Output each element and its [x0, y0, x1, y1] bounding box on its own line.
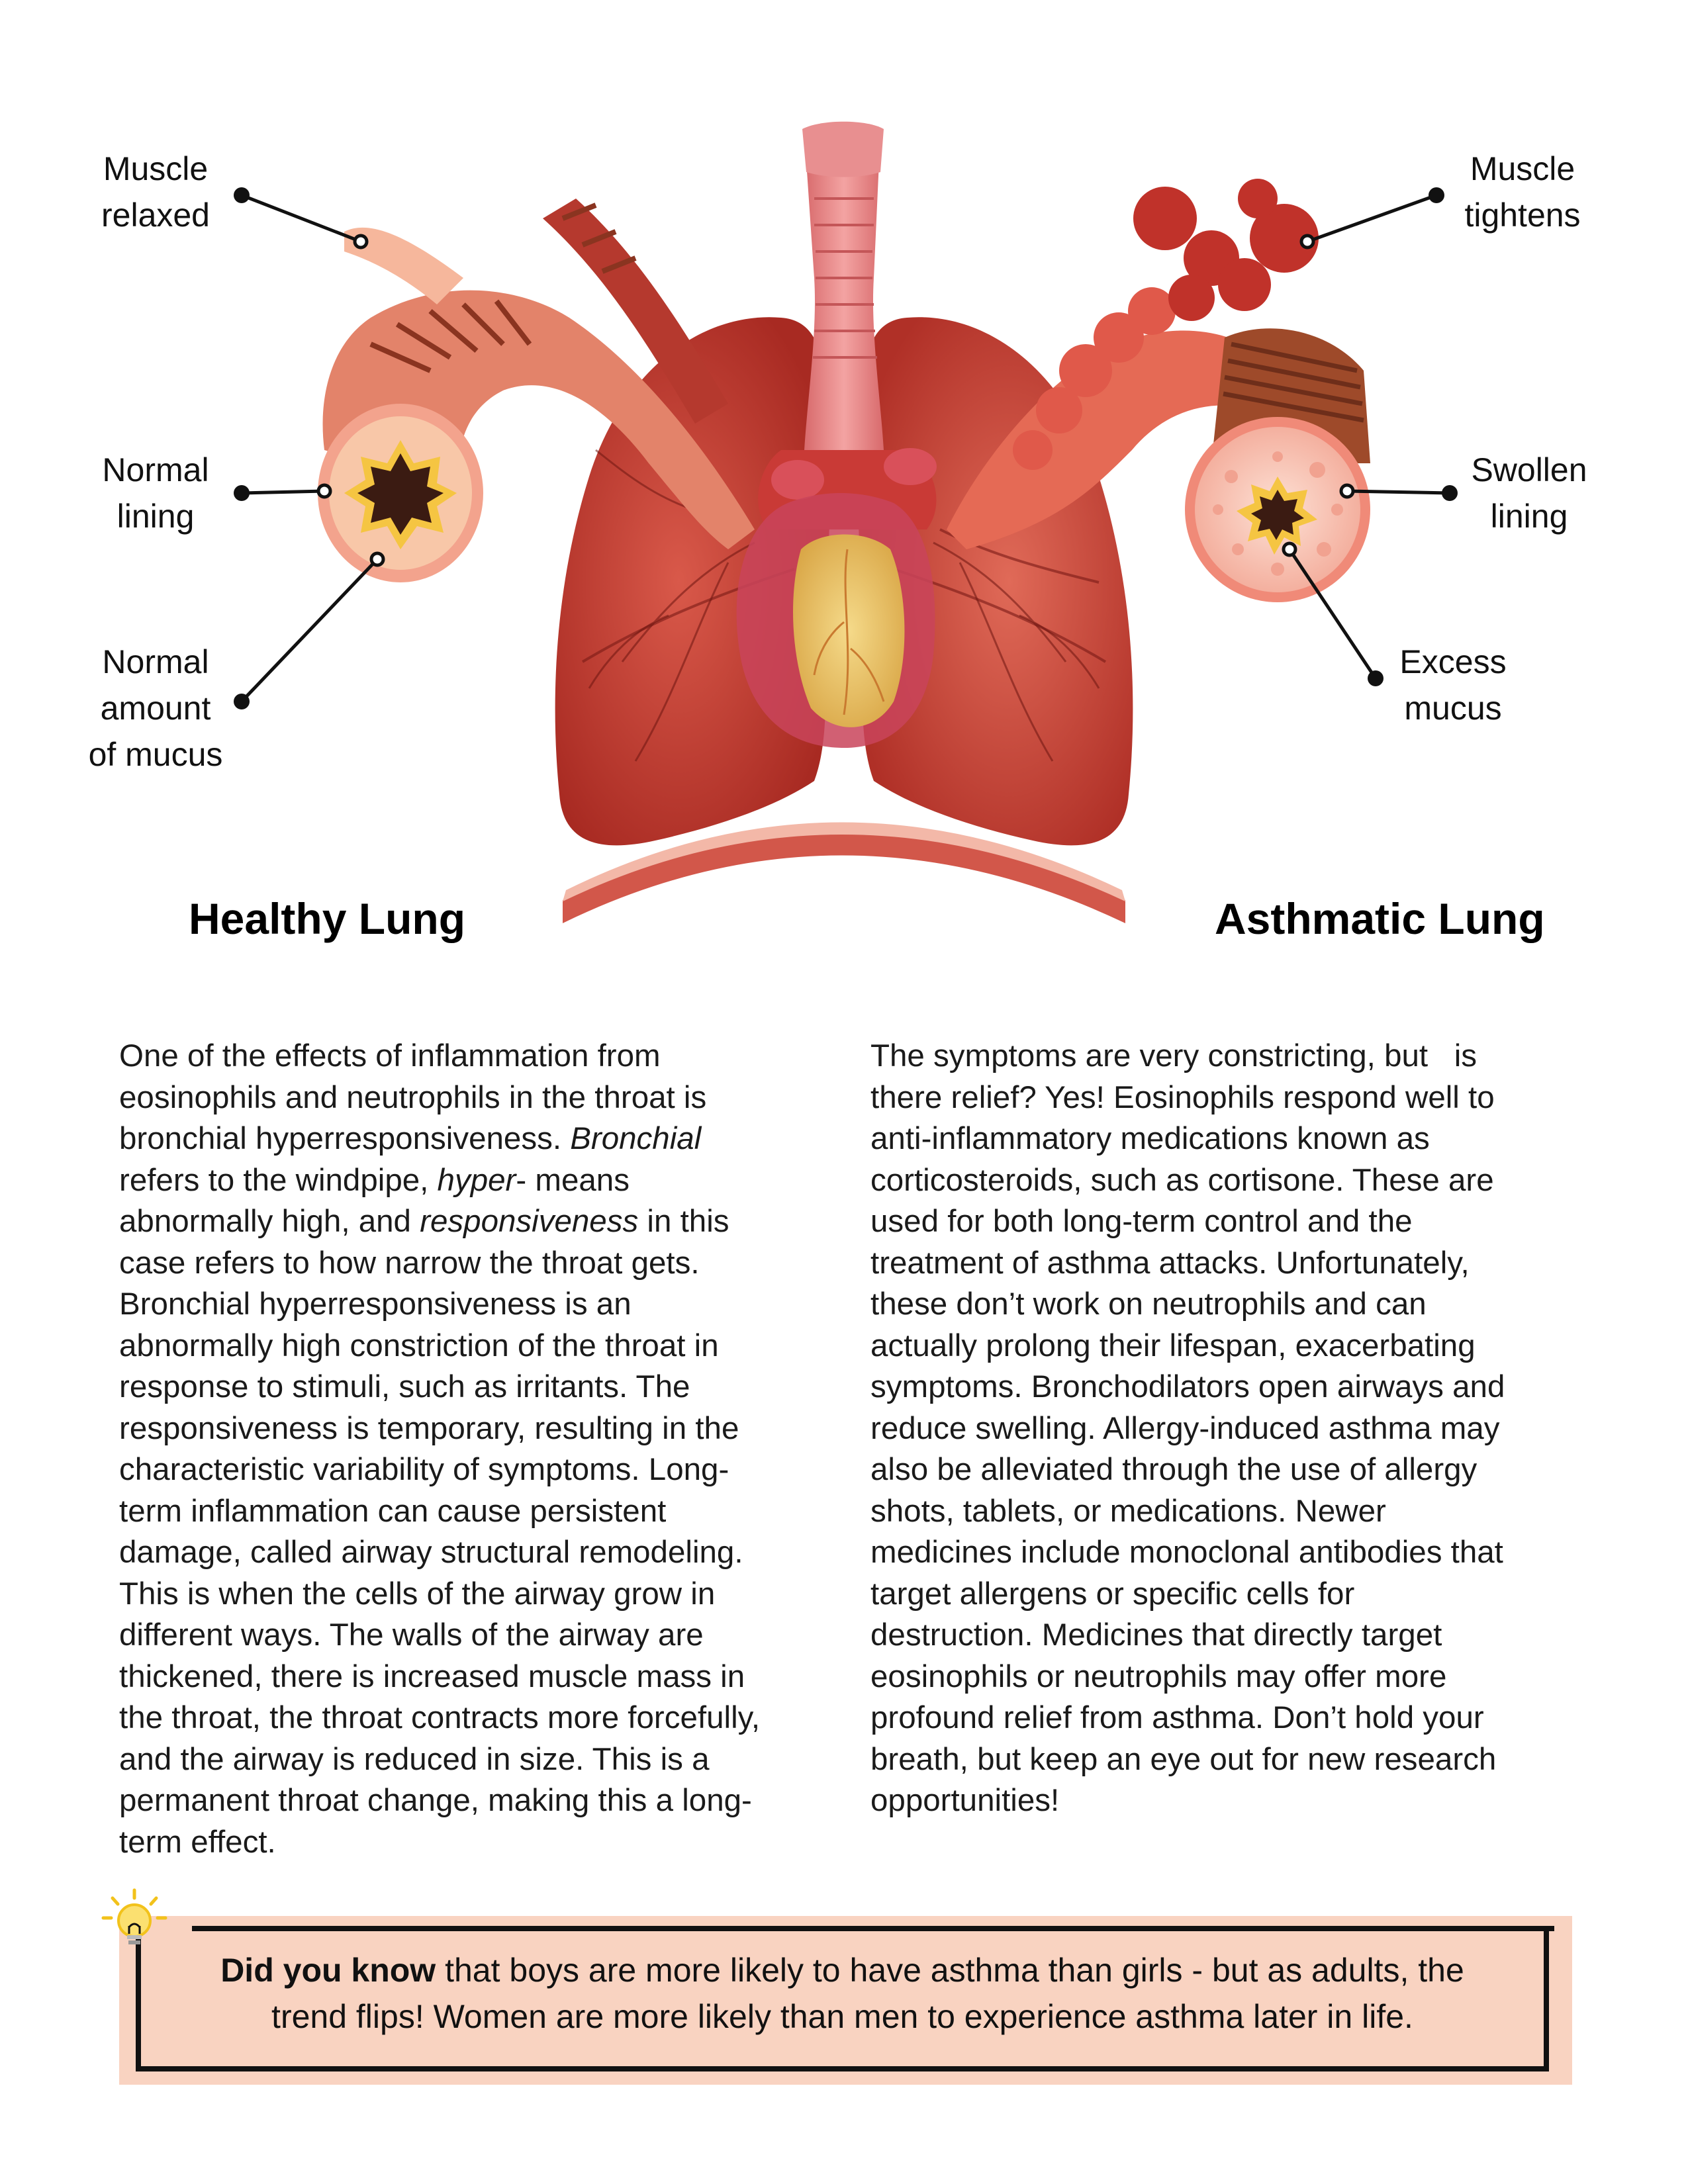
text-line: profound relief from asthma. Don’t hold your — [870, 1700, 1484, 1735]
label-normal-mucus: Normal amount of mucus — [88, 643, 223, 773]
healthy-lung-title: Healthy Lung — [189, 894, 466, 943]
text-line: also be alleviated through the use of allergy — [870, 1452, 1477, 1487]
text-line: permanent throat change, making this a long- — [119, 1783, 752, 1818]
trachea — [802, 122, 884, 450]
text-line: the throat, the throat contracts more forcefully, — [119, 1700, 761, 1735]
text-line: This is when the cells of the airway grow in — [119, 1576, 716, 1612]
lightbulb-icon — [98, 1886, 171, 1959]
text-line: refers to the windpipe, hyper- means — [119, 1162, 630, 1198]
text-line: case refers to how narrow the throat gets. — [119, 1245, 700, 1281]
text-line: Bronchial hyperresponsiveness is an — [119, 1287, 632, 1322]
label-excess-mucus: Excess mucus — [1399, 643, 1507, 727]
text-line: shots, tablets, or medications. Newer — [870, 1493, 1386, 1529]
text-line: abnormally high, and responsiveness in this — [119, 1204, 729, 1239]
text-line: damage, called airway structural remodeling. — [119, 1535, 743, 1570]
text-line: eosinophils or neutrophils may offer more — [870, 1659, 1447, 1694]
text-line: and the airway is reduced in size. This is a — [119, 1741, 710, 1777]
label-muscle-relaxed: Muscle relaxed — [101, 150, 210, 234]
text-line: target allergens or specific cells for — [870, 1576, 1355, 1612]
fact-text: Did you know that boys are more likely to have asthma than girls - but as adults, the trend flips! Women are more likely than men to experience asthma later in life. — [220, 1952, 1464, 2035]
text-line: The symptoms are very constricting, but is — [870, 1038, 1477, 1073]
text-line: corticosteroids, such as cortisone. These are — [870, 1162, 1494, 1198]
text-line: actually prolong their lifespan, exacerbating — [870, 1328, 1476, 1363]
fact-box-top-border — [192, 1926, 1554, 1931]
asthmatic-lung-title: Asthmatic Lung — [1215, 894, 1545, 943]
text-line: response to stimuli, such as irritants. The — [119, 1369, 690, 1404]
text-line: opportunities! — [870, 1783, 1060, 1818]
text-line: anti-inflammatory medications known as — [870, 1121, 1430, 1156]
text-line: medicines include monoclonal antibodies that — [870, 1535, 1503, 1570]
text-line: eosinophils and neutrophils in the throat is — [119, 1079, 707, 1115]
text-line: responsiveness is temporary, resulting in the — [119, 1410, 739, 1446]
text-line: these don’t work on neutrophils and can — [870, 1287, 1427, 1322]
text-line: term effect. — [119, 1824, 276, 1860]
text-line: treatment of asthma attacks. Unfortunately, — [870, 1245, 1470, 1281]
text-line: used for both long-term control and the — [870, 1204, 1413, 1239]
label-muscle-tightens: Muscle tightens — [1464, 150, 1581, 234]
text-line: destruction. Medicines that directly target — [870, 1617, 1442, 1653]
text-line: symptoms. Bronchodilators open airways and — [870, 1369, 1505, 1404]
left-column-text — [119, 1036, 834, 1863]
text-line: bronchial hyperresponsiveness. Bronchial — [119, 1121, 702, 1156]
text-line: breath, but keep an eye out for new research — [870, 1741, 1497, 1777]
text-line: reduce swelling. Allergy-induced asthma may — [870, 1410, 1500, 1446]
text-line: One of the effects of inflammation from — [119, 1038, 661, 1073]
text-line: thickened, there is increased muscle mass in — [119, 1659, 745, 1694]
text-line: there relief? Yes! Eosinophils respond well to — [870, 1079, 1495, 1115]
right-column-text — [870, 1036, 1592, 1822]
text-line: characteristic variability of symptoms. Long- — [119, 1452, 729, 1487]
label-normal-lining: Normal lining — [102, 451, 209, 535]
text-line: abnormally high constriction of the throat in — [119, 1328, 719, 1363]
text-line: different ways. The walls of the airway are — [119, 1617, 704, 1653]
text-line: term inflammation can cause persistent — [119, 1493, 667, 1529]
label-swollen-lining: Swollen lining — [1471, 451, 1587, 535]
